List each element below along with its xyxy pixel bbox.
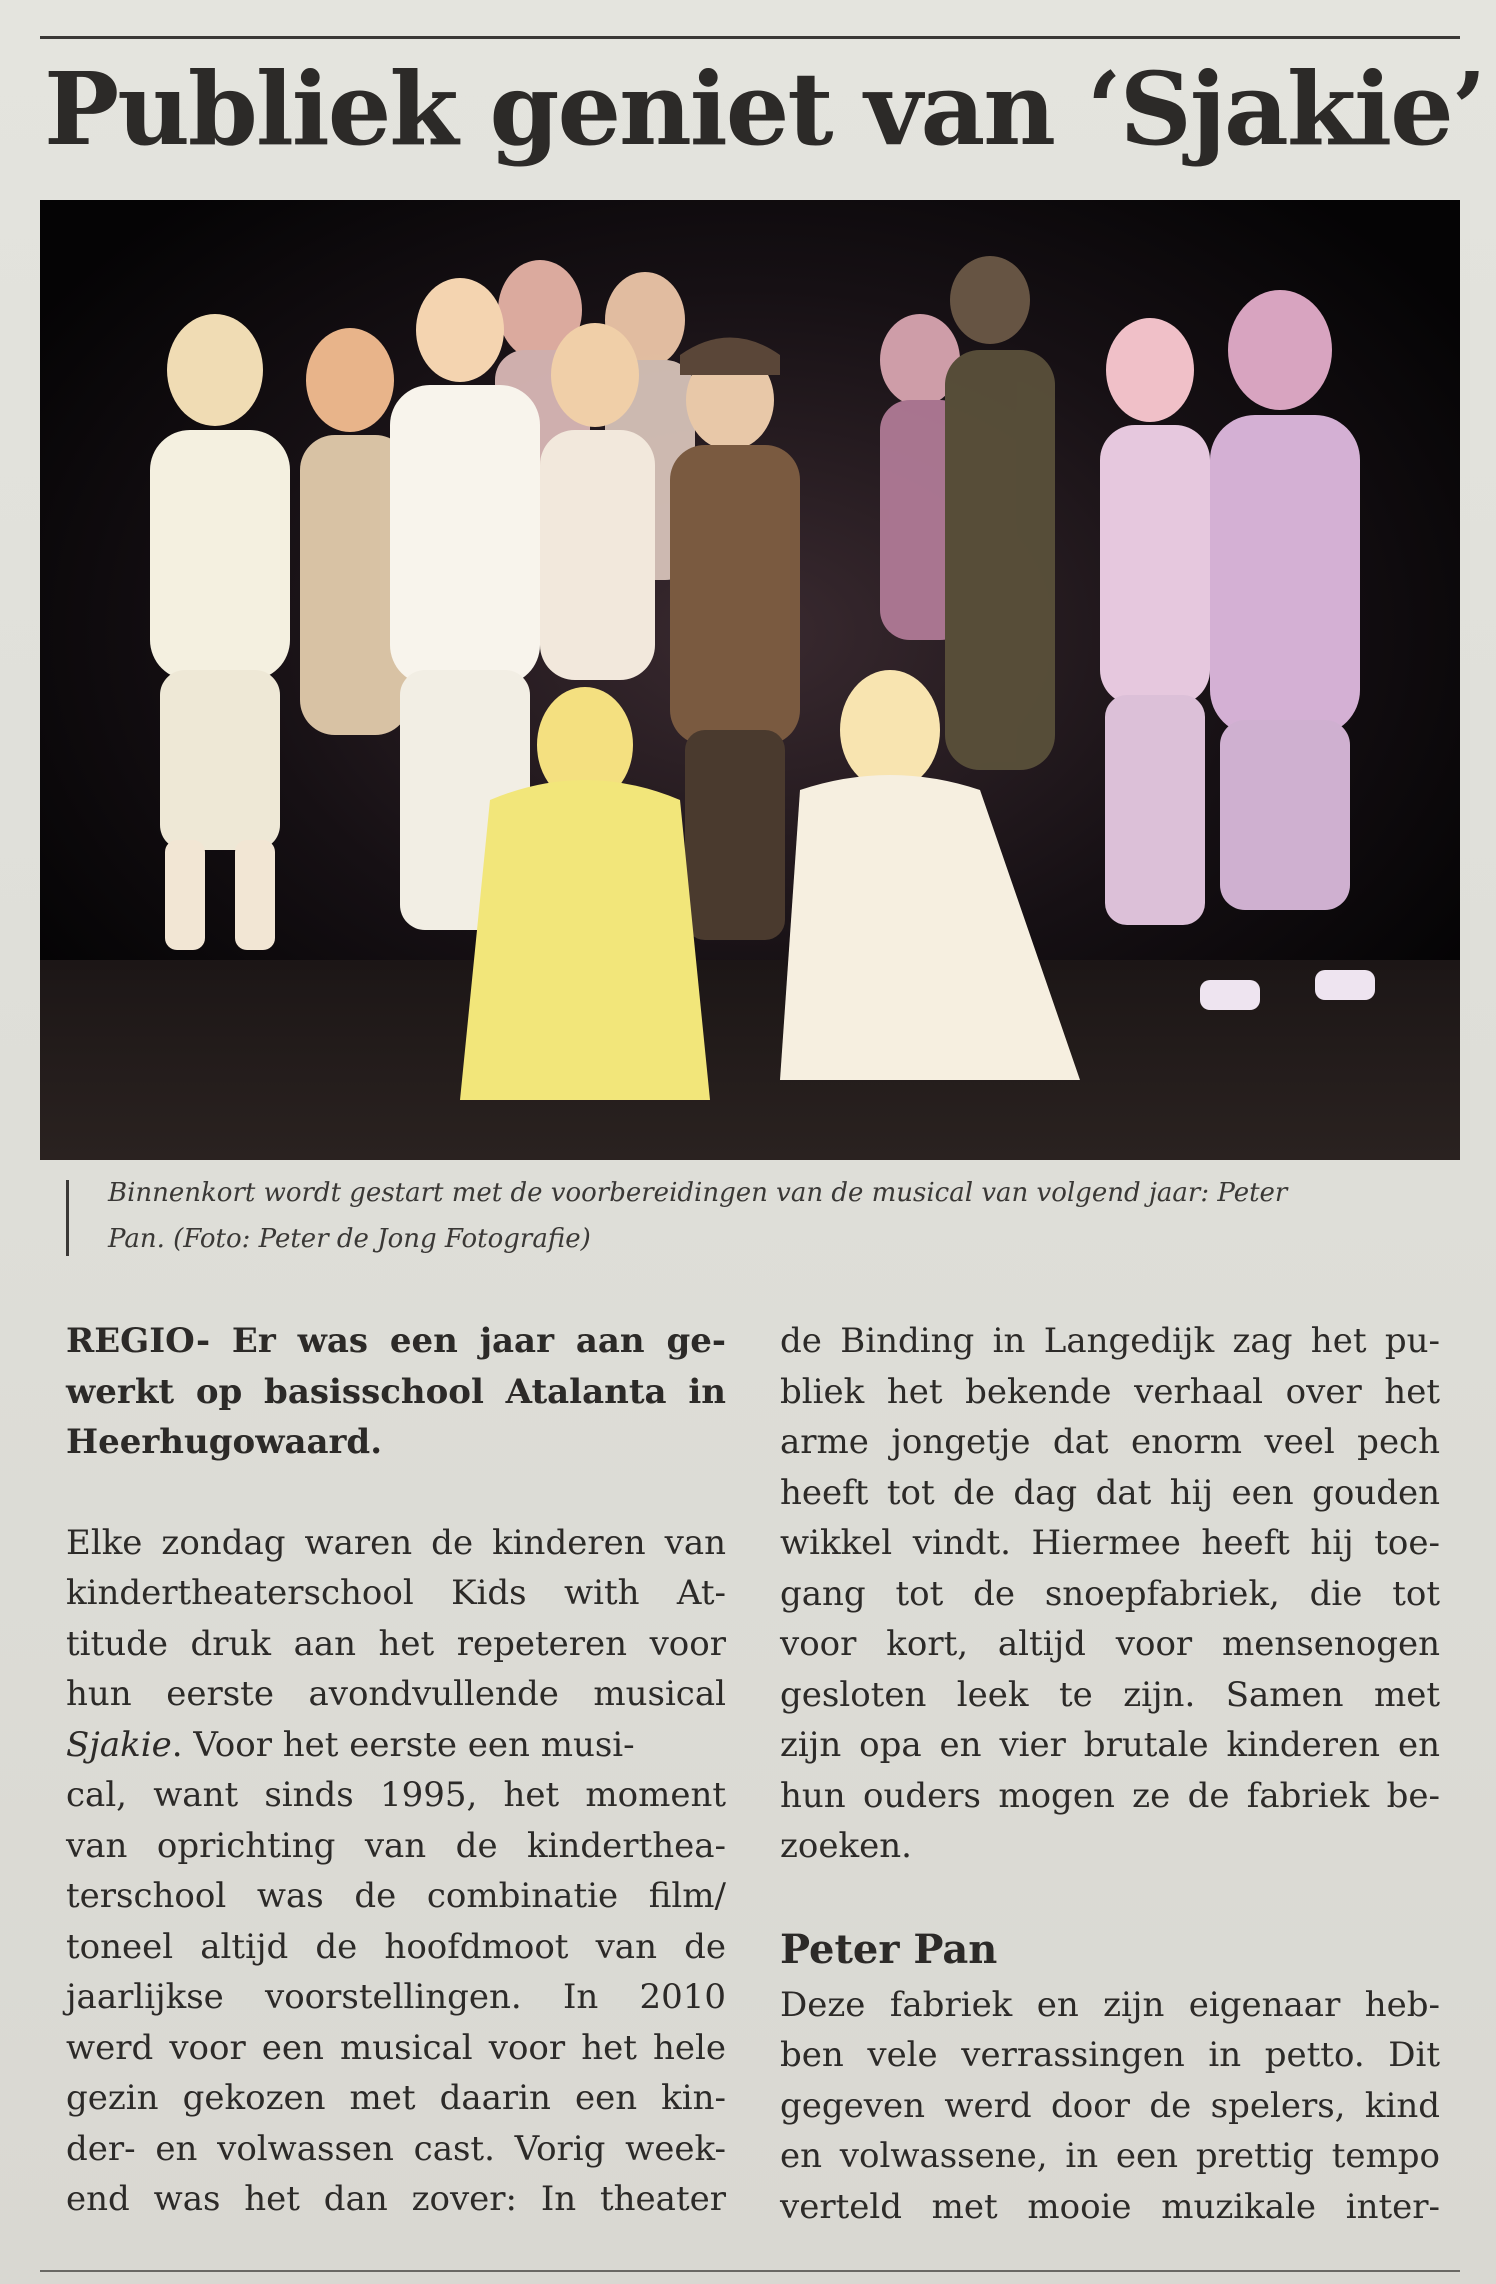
body-line: cal, want sinds 1995, het moment [66,1775,726,1815]
body-line: toneel altijd de hoofdmoot van de [66,1926,726,1967]
caption-bar [66,1180,69,1256]
photo-caption [108,1170,1448,1262]
body-line: gegeven werd door de spelers, kind [780,2085,1440,2126]
body-line: voor kort, altijd voor mensenogen [780,1624,1440,1664]
body-line: titude druk aan het repeteren voor [66,1623,726,1664]
body-line: zoeken. [780,1826,912,1866]
article-photo [40,200,1460,1160]
body-right [780,1316,1440,1872]
body-left [66,1518,726,2225]
body-line: Elke zondag waren de kinderen van [66,1522,726,1563]
body-line: gesloten leek te zijn. Samen met [780,1674,1440,1715]
article-headline: Publiek geniet van ‘Sjakie’ [44,50,1485,168]
article-lead [66,1316,726,1468]
body-line: werd voor een musical voor het hele [66,2027,726,2068]
body-line: verteld met mooie muzikale inter- [780,2186,1440,2227]
subhead-peter-pan: Peter Pan [780,1925,998,1973]
lead-line: Heerhugowaard. [66,1422,383,1462]
body-line: end was het dan zover: In theater [66,2179,726,2219]
body-line: Deze fabriek en zijn eigenaar heb- [780,1984,1440,2025]
body-line: gang tot de snoepfabriek, die tot [780,1573,1440,1614]
body-line: hun ouders mogen ze de fabriek be- [780,1775,1440,1816]
body-line: kindertheaterschool Kids with At- [66,1573,726,1613]
body-line: heeft tot de dag dat hij een gouden [780,1472,1440,1513]
body-line: de Binding in Langedijk zag het pu- [780,1321,1440,1361]
top-rule [40,36,1460,39]
caption-line-2: Pan. (Foto: Peter de Jong Fotografie) [108,1224,591,1254]
body-line: gezin gekozen met daarin een kin- [66,2078,726,2118]
body-line: van oprichting van de kinderthea- [66,1825,726,1866]
body-right-2 [780,1980,1440,2233]
body-line: arme jongetje dat enorm veel pech [780,1422,1440,1462]
body-line: terschool was de combinatie film/ [66,1876,726,1916]
caption-line-1: Binnenkort wordt gestart met de voorbereidingen van de musical van volgend jaar: Peter [108,1178,1288,1208]
stage-photo-illustration [40,200,1460,1160]
body-line-tail: . Voor het eerste een musi- [171,1724,635,1765]
body-line: en volwassene, in een prettig tempo [780,2136,1440,2176]
column-left [66,1316,726,2225]
body-line: jaarlijkse voorstellingen. In 2010 [66,1977,726,2017]
lead-line: REGIO- Er was een jaar aan ge- [66,1321,726,1361]
body-line [66,1720,726,1771]
lead-line: werkt op basisschool Atalanta in [66,1371,726,1412]
body-line: bliek het bekende verhaal over het [780,1371,1440,1412]
body-line: zijn opa en vier brutale kinderen en [780,1725,1440,1765]
title-sjakie: Sjakie [66,1724,172,1765]
body-line: hun eerste avondvullende musical [66,1674,726,1714]
body-line: ben vele verrassingen in petto. Dit [780,2035,1440,2075]
column-right [780,1316,1440,2232]
body-line: wikkel vindt. Hiermee heeft hij toe- [780,1523,1440,1563]
body-line: der- en volwassen cast. Vorig week- [66,2128,726,2169]
bottom-rule [40,2270,1460,2272]
